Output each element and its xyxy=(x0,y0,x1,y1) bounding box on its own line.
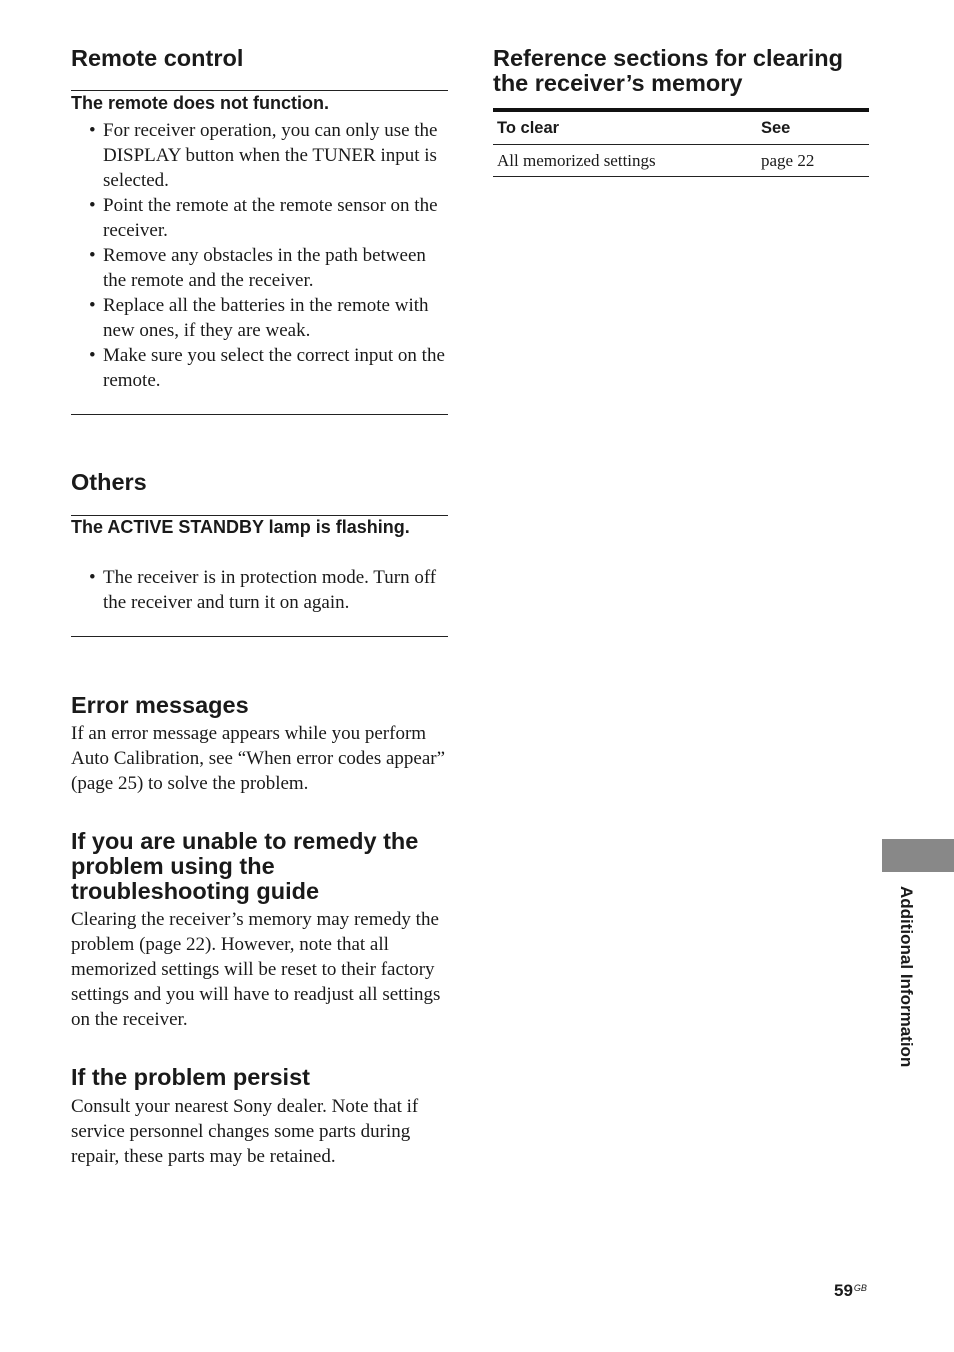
bullet-icon: • xyxy=(89,295,96,316)
others-solutions-list xyxy=(71,565,448,615)
page-number xyxy=(834,1281,867,1301)
bullet-icon: • xyxy=(89,195,96,216)
list-item-text: Point the remote at the remote sensor on the receiver. xyxy=(103,195,438,241)
side-section-label xyxy=(892,886,916,1106)
table-cell-to-clear: All memorized settings xyxy=(493,145,757,177)
error-messages-text: If an error message appears while you perform Auto Calibration, see “When error codes appear” (page 25) to solve the problem. xyxy=(71,723,446,794)
problem-persist-text: Consult your nearest Sony dealer. Note that if service personnel changes some parts during repair, these parts may be retained. xyxy=(71,1096,419,1167)
column-header-see: See xyxy=(757,110,869,145)
section-heading-others: Others xyxy=(71,469,147,495)
column-header-to-clear: To clear xyxy=(493,110,757,145)
list-item-text: Remove any obstacles in the path between the remote and the receiver. xyxy=(103,245,426,291)
divider xyxy=(71,90,448,91)
section-heading-remote-control: Remote control xyxy=(71,45,244,71)
table-header-row xyxy=(493,110,869,145)
remote-solutions-list xyxy=(71,118,448,393)
list-item xyxy=(71,118,448,193)
list-item xyxy=(71,243,448,293)
section-heading-reference: Reference sections for clearing the receiver’s memory xyxy=(493,45,844,96)
page-number-suffix: GB xyxy=(853,1283,867,1293)
bullet-icon: • xyxy=(89,245,96,266)
problem-heading-remote: The remote does not function. xyxy=(71,93,330,113)
list-item xyxy=(71,193,448,243)
section-tab-marker xyxy=(882,839,954,872)
unable-to-remedy-text: Clearing the receiver’s memory may remedy the problem (page 22). However, note that all memorized settings will be reset to their factory settings and you will have to readjust all settings on the receiver. xyxy=(71,909,441,1030)
list-item-text: The receiver is in protection mode. Turn off the receiver and turn it on again. xyxy=(103,567,437,613)
section-heading-error-messages: Error messages xyxy=(71,692,249,718)
list-item-text: For receiver operation, you can only use the DISPLAY button when the TUNER input is selected. xyxy=(103,120,438,191)
bullet-icon: • xyxy=(89,345,96,366)
table-cell-see: page 22 xyxy=(757,145,869,177)
list-item xyxy=(71,565,448,615)
bullet-icon: • xyxy=(89,567,96,588)
problem-heading-others: The ACTIVE STANDBY lamp is flashing. xyxy=(71,517,410,537)
section-heading-problem-persist: If the problem persist xyxy=(71,1064,310,1090)
reference-table xyxy=(493,108,869,177)
list-item-text: Make sure you select the correct input on the remote. xyxy=(103,345,445,391)
list-item-text: Replace all the batteries in the remote with new ones, if they are weak. xyxy=(103,295,429,341)
divider xyxy=(71,414,448,415)
bullet-icon: • xyxy=(89,120,96,141)
section-heading-unable-to-remedy: If you are unable to remedy the problem using the troubleshooting guide xyxy=(71,828,419,904)
list-item xyxy=(71,343,448,393)
divider xyxy=(71,636,448,637)
page-number-value: 59 xyxy=(834,1281,853,1300)
list-item xyxy=(71,293,448,343)
table-row xyxy=(493,145,869,177)
side-section-label-text: Additional Information xyxy=(897,886,916,1068)
